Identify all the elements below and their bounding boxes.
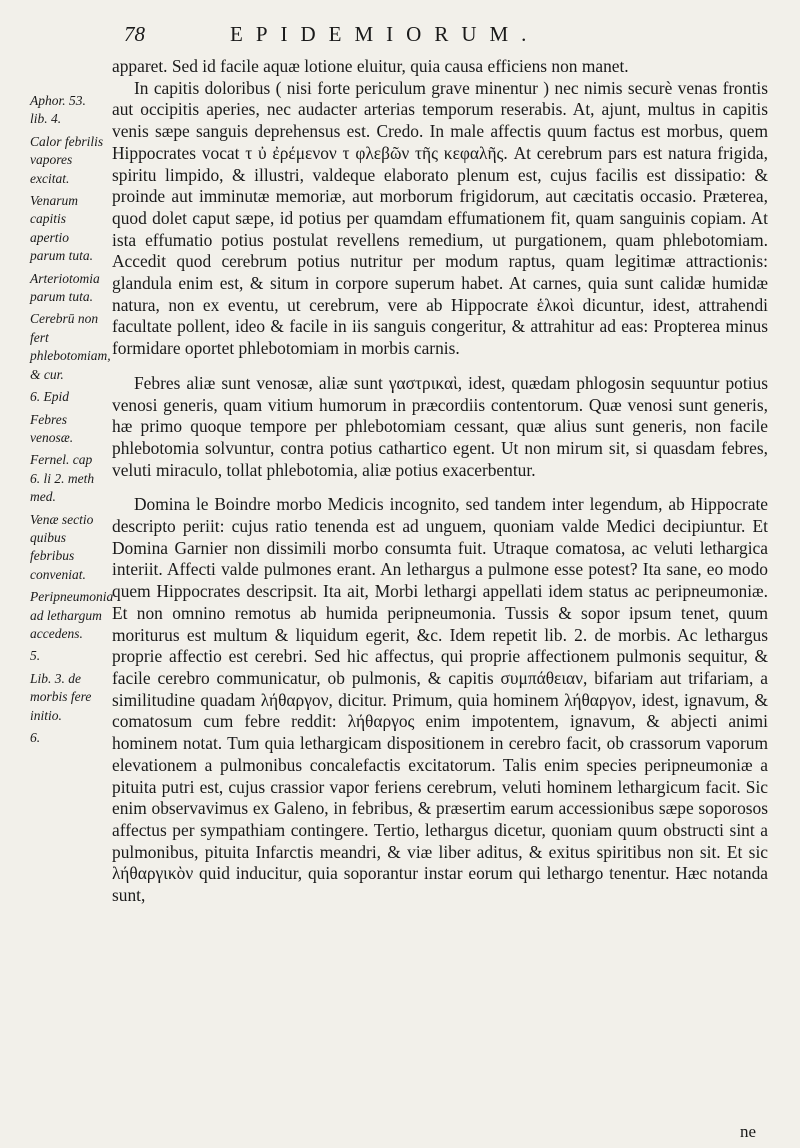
margin-note: Venæ sectio quibus febribus conveniat. <box>30 511 94 582</box>
catchword: ne <box>739 1122 756 1141</box>
main-text <box>112 56 768 907</box>
margin-note: Fernel. cap 6. li 2. meth med. <box>30 452 95 505</box>
paragraph: Febres aliæ sunt venosæ, aliæ sunt γαστρικαὶ, idest, quædam phlogosin sequuntur potius venosi generis, quam vitium humorum in præcordiis contentorum. Quæ venosi sunt generis, hæ primo quoque tempore per phlebotomiam cessant, quæ alius sunt generis, non facile phlebotomia solvuntur, contra potius cathartico egent. Ut non mirum sit, si quasdam febres, veluti miraculo, tollat phlebotomia, aliæ potius exacerbentur. <box>112 372 768 480</box>
page-number: 78 <box>124 22 145 46</box>
margin-note: Aphor. 53. lib. 4. <box>30 93 86 127</box>
margin-note: Arteriotomia parum tuta. <box>30 270 100 305</box>
margin-notes <box>30 92 114 751</box>
margin-note: Calor febrilis vapores excitat. <box>30 133 104 186</box>
margin-note: Febres venosæ. <box>30 411 74 445</box>
paragraph: Domina le Boindre morbo Medicis incognito, sed tandem inter legendum, ab Hippocrate descripto periit: cujus ratio tenenda est ad unguem, quoniam valde Medici decipiuntur. Et Domina Garnier non dissimili morbo consumta fuit. Utraque comatosa, ac veluti lethargica interiit. Affecti valde pulmones erant. An lethargus a pulmone esse potest? Ita sane, eo modo quem Hippocrates descripsit. Ita ait, Morbi lethargi appellati idem status ac peripneumoniæ. Et non omnino remotus ab humida peripneumonia. Tussis & sopor ipsum tenet, quum moriturus est multum & liquidum egerit, &c. Idem repetit lib. 2. de morbis. Ac lethargus proprie affectio est cerebri. Sed hic affectus, qui proprie affectionem pulmonis sequitur, & facile cerebro communicatur, ob pulmonis, & capitis συμπάθειαν, bifariam aut trifariam, a similitudine quadam λήθαργον, dicitur. Primum, quia hominem λήθαργον, idest, ignavum, & comatosum cum febre reddit: λήθαργος enim impotentem, ignavum, & abjecti animi hominem notat. Tum quia lethargicam dispositionem in cerebro facit, ob crassorum vaporum elevationem a pulmonibus concalefactis excitatorum. Talis enim species peripneumoniæ a pituita putri est, cujus crassior vapor feriens cerebrum, veluti hominem lethargicum facit. Sic enim observavimus ex Galeno, in febribus, & præsertim earum accessionibus sæpe soporosos affectus per sympathiam contingere. Tertio, lethargus dicetur, quoniam quum obstructi sint a pulmonibus, pituita Infarctis meandri, & viæ liber aditus, & exitus spiritibus non sit. Et sic λήθαργικὸν quid inducitur, quia soporantur instar eorum qui lethargo tenentur. Hæc notanda sunt, <box>112 494 768 906</box>
margin-note: 6. Epid <box>30 389 69 405</box>
margin-note: Venarum capitis apertio parum tuta. <box>30 193 94 264</box>
running-title: EPIDEMIORUM. <box>230 22 540 46</box>
paragraph: In capitis doloribus ( nisi forte periculum grave minentur ) nec nimis securè venas frontis aut occipitis aperies, nec audacter arterias temporum reserabis. At, ajunt, multus in capitis venis sæpe sanguis deprehensus est. Credo. In male affectis quum factus est morbus, quem Hippocrates vocat τ ὐ ἐρέμενον τ φλεβῶν τῆς κεφαλῆς. At cerebrum pars est natura frigida, spiritu limpido, & illustri, valdeque elaborato plenum est, cujus facilis est dissipatio: & proinde aut imminutæ memoriæ, aut morborum frigidorum, aut cæcitatis occasio. Præterea, quod dolet caput sæpe, id potius per quamdam effumationem fit, quam sanguinis copiam. At ista effumatio potius postulat revellens remedium, ut purgationem, quam phlebotomiam. Accedit quod cerebrum potius nutritur per modum raptus, quam legitimæ attractionis: glandula enim est, & situm in corpore superum habet. At carnes, quia sunt calidæ humidæ natura, non ex eventu, ut cerebrum, vere ab Hippocrate ἑλκοὶ dicuntur, idest, attrahendi facultate pollent, ideo & facile in iis sanguis congeritur, & attrahitur ad eas: Propterea minus formidare oportet phlebotomiam in morbis carnis. <box>112 77 768 359</box>
margin-note: Cerebrū non fert phlebotomiam, & cur. <box>30 311 111 382</box>
margin-note: 5. <box>30 648 41 664</box>
margin-note: 6. <box>30 730 41 745</box>
margin-note: Lib. 3. de morbis fere initio. <box>30 670 92 723</box>
margin-note: Peripneumonia ad lethargum accedens. <box>30 589 114 641</box>
paragraph: apparet. Sed id facile aquæ lotione eluitur, quia causa efficiens non manet. <box>112 56 629 76</box>
page-header <box>120 22 770 52</box>
